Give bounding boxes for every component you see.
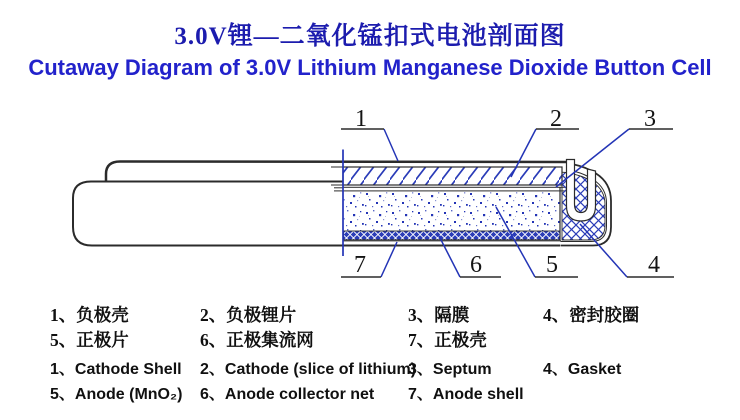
callout-number-4: 4	[648, 252, 660, 278]
legend-zh-anode-plate: 5、正极片	[50, 330, 129, 350]
legend-en-gasket: 4、Gasket	[543, 361, 622, 378]
legend-en-anode-shell: 7、Anode shell	[408, 386, 524, 403]
legend-zh-lithium-slice: 2、负极锂片	[200, 305, 297, 325]
callout-number-5: 5	[546, 252, 558, 278]
legend-zh-septum: 3、隔膜	[408, 305, 470, 325]
layer-stubs	[331, 167, 343, 191]
legend-en-anode-mno2: 5、Anode (MnO₂)	[50, 386, 183, 403]
legend-zh-collector-net: 6、正极集流网	[200, 330, 314, 350]
legend-zh-gasket: 4、密封胶圈	[543, 305, 640, 325]
legend-zh-anode-shell: 7、正极壳	[408, 330, 487, 350]
legend-en-lithium-slice: 2、Cathode (slice of lithium)	[200, 361, 417, 378]
title-chinese: 3.0V锂—二氧化锰扣式电池剖面图	[174, 23, 566, 50]
lithium-slice-layer	[343, 167, 562, 185]
legend-en-collector-net: 6、Anode collector net	[200, 386, 375, 403]
callout-number-6: 6	[470, 252, 482, 278]
callout-number-1: 1	[355, 106, 367, 132]
callout-number-7: 7	[354, 252, 366, 278]
legend-en-septum: 3、Septum	[408, 361, 492, 378]
title-english: Cutaway Diagram of 3.0V Lithium Manganese Dioxide Button Cell	[28, 55, 712, 80]
callout-number-2: 2	[550, 106, 562, 132]
callout-number-3: 3	[644, 106, 656, 132]
collector-net-layer	[344, 231, 561, 240]
septum-layer	[343, 187, 571, 191]
mno2-layer	[344, 193, 560, 231]
legend-en-cathode-shell: 1、Cathode Shell	[50, 361, 182, 378]
legend-zh-cathode-shell: 1、负极壳	[50, 305, 129, 325]
